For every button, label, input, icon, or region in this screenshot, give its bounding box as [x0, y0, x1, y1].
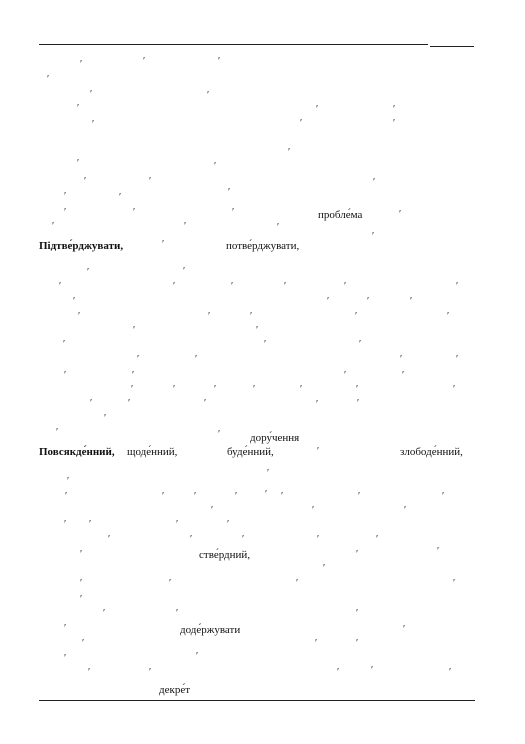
accent-mark: ʹ [403, 624, 406, 635]
accent-mark: ʹ [231, 281, 234, 292]
accent-mark: ʹ [183, 266, 186, 277]
accent-mark: ʹ [235, 491, 238, 502]
accent-mark: ʹ [80, 594, 83, 605]
accent-mark: ʹ [327, 296, 330, 307]
accent-mark: ʹ [67, 476, 70, 487]
accent-mark: ʹ [143, 56, 146, 67]
accent-mark: ʹ [284, 281, 287, 292]
accent-mark: ʹ [316, 104, 319, 115]
accent-mark: ʹ [88, 667, 91, 678]
accent-mark: ʹ [184, 221, 187, 232]
accent-mark: ʹ [312, 505, 315, 516]
accent-mark: ʹ [204, 398, 207, 409]
accent-mark: ʹ [232, 207, 235, 218]
accent-mark: ʹ [393, 104, 396, 115]
accent-mark: ʹ [64, 623, 67, 634]
accent-mark: ʹ [211, 505, 214, 516]
accent-mark: ʹ [373, 177, 376, 188]
top-rule-extension [430, 46, 474, 47]
accent-mark: ʹ [357, 398, 360, 409]
accent-mark: ʹ [64, 370, 67, 381]
accent-mark: ʹ [176, 608, 179, 619]
accent-mark: ʹ [63, 339, 66, 350]
accent-mark: ʹ [356, 384, 359, 395]
accent-mark: ʹ [356, 608, 359, 619]
accent-mark: ʹ [89, 519, 92, 530]
accent-mark: ʹ [442, 491, 445, 502]
word-zlobodennyi: злободе́нний, [400, 446, 463, 458]
accent-mark: ʹ [103, 608, 106, 619]
accent-mark: ʹ [356, 638, 359, 649]
accent-mark: ʹ [56, 427, 59, 438]
accent-mark: ʹ [133, 207, 136, 218]
word-doderzhuvaty: доде́ржувати [180, 624, 241, 636]
accent-mark: ʹ [410, 296, 413, 307]
accent-mark: ʹ [173, 384, 176, 395]
accent-mark: ʹ [131, 384, 134, 395]
headword-povsiakdennyi: Повсякде́нний, [39, 446, 115, 458]
accent-mark: ʹ [447, 311, 450, 322]
accent-mark: ʹ [256, 325, 259, 336]
accent-mark: ʹ [149, 176, 152, 187]
accent-mark: ʹ [376, 534, 379, 545]
accent-mark: ʹ [437, 546, 440, 557]
accent-mark: ʹ [77, 103, 80, 114]
accent-mark: ʹ [169, 578, 172, 589]
accent-mark: ʹ [108, 534, 111, 545]
accent-mark: ʹ [402, 370, 405, 381]
accent-mark: ʹ [176, 519, 179, 530]
accent-mark: ʹ [90, 89, 93, 100]
accent-mark: ʹ [288, 147, 291, 158]
accent-mark: ʹ [65, 491, 68, 502]
accent-mark: ʹ [87, 267, 90, 278]
accent-mark: ʹ [281, 491, 284, 502]
accent-mark: ʹ [371, 665, 374, 676]
bottom-rule [39, 700, 475, 701]
accent-mark: ʹ [208, 311, 211, 322]
accent-mark: ʹ [119, 192, 122, 203]
accent-mark: ʹ [173, 281, 176, 292]
accent-mark: ʹ [399, 209, 402, 220]
accent-mark: ʹ [64, 191, 67, 202]
accent-mark: ʹ [267, 468, 270, 479]
accent-mark: ʹ [207, 90, 210, 101]
accent-mark: ʹ [64, 207, 67, 218]
accent-mark: ʹ [316, 399, 319, 410]
accent-mark: ʹ [264, 339, 267, 350]
word-potverdzhuvaty: потве́рджувати, [226, 240, 300, 252]
accent-mark: ʹ [190, 534, 193, 545]
accent-mark: ʹ [162, 491, 165, 502]
accent-mark: ʹ [132, 370, 135, 381]
word-dekret: декре́т [159, 684, 191, 696]
accent-mark: ʹ [128, 398, 131, 409]
accent-mark: ʹ [218, 56, 221, 67]
word-doruchennia: дору́чення [250, 432, 300, 444]
accent-mark: ʹ [344, 281, 347, 292]
top-rule [39, 44, 428, 45]
accent-mark: ʹ [344, 370, 347, 381]
accent-mark: ʹ [372, 231, 375, 242]
accent-mark: ʹ [194, 491, 197, 502]
accent-mark: ʹ [317, 534, 320, 545]
accent-mark: ʹ [133, 325, 136, 336]
accent-mark: ʹ [80, 549, 83, 560]
accent-mark: ʹ [456, 354, 459, 365]
accent-mark: ʹ [393, 118, 396, 129]
accent-mark: ʹ [453, 384, 456, 395]
accent-mark: ʹ [92, 119, 95, 130]
accent-mark: ʹ [300, 118, 303, 129]
accent-mark: ʹ [449, 667, 452, 678]
accent-mark: ʹ [250, 311, 253, 322]
accent-mark: ʹ [227, 519, 230, 530]
accent-mark: ʹ [59, 281, 62, 292]
accent-mark: ʹ [90, 398, 93, 409]
accent-mark: ʹ [277, 222, 280, 233]
accent-mark: ʹ [265, 489, 268, 500]
accent-mark: ʹ [456, 281, 459, 292]
accent-mark: ʹ [355, 311, 358, 322]
accent-mark: ʹ [77, 158, 80, 169]
accent-mark: ʹ [253, 384, 256, 395]
accent-mark: ʹ [317, 446, 320, 457]
accent-mark: ʹ [47, 74, 50, 85]
word-shchodennyi: щоде́нний, [127, 446, 178, 458]
accent-mark: ʹ [64, 519, 67, 530]
accent-mark: ʹ [82, 638, 85, 649]
accent-mark: ʹ [73, 296, 76, 307]
accent-mark: ʹ [367, 296, 370, 307]
accent-mark: ʹ [52, 221, 55, 232]
accent-mark: ʹ [104, 413, 107, 424]
accent-mark: ʹ [356, 549, 359, 560]
word-stverdnyi: стве́рдний, [199, 549, 251, 561]
accent-mark: ʹ [453, 578, 456, 589]
accent-mark: ʹ [214, 161, 217, 172]
accent-mark: ʹ [218, 429, 221, 440]
accent-mark: ʹ [323, 563, 326, 574]
accent-mark: ʹ [214, 384, 217, 395]
accent-mark: ʹ [84, 176, 87, 187]
accent-mark: ʹ [404, 505, 407, 516]
accent-mark: ʹ [315, 638, 318, 649]
accent-mark: ʹ [137, 354, 140, 365]
accent-mark: ʹ [162, 239, 165, 250]
accent-mark: ʹ [80, 59, 83, 70]
accent-mark: ʹ [359, 339, 362, 350]
accent-mark: ʹ [80, 578, 83, 589]
accent-mark: ʹ [300, 384, 303, 395]
accent-mark: ʹ [195, 354, 198, 365]
accent-mark: ʹ [78, 311, 81, 322]
headword-pidtverdzhuvaty: Підтве́рджувати, [39, 240, 124, 252]
accent-mark: ʹ [337, 667, 340, 678]
word-budennyi: буде́нний, [227, 446, 274, 458]
accent-mark: ʹ [196, 651, 199, 662]
accent-mark: ʹ [400, 354, 403, 365]
accent-mark: ʹ [228, 187, 231, 198]
accent-mark: ʹ [242, 534, 245, 545]
accent-mark: ʹ [296, 578, 299, 589]
accent-mark: ʹ [358, 491, 361, 502]
accent-mark: ʹ [64, 653, 67, 664]
word-problema: пробле́ма [318, 209, 363, 221]
accent-mark: ʹ [149, 667, 152, 678]
